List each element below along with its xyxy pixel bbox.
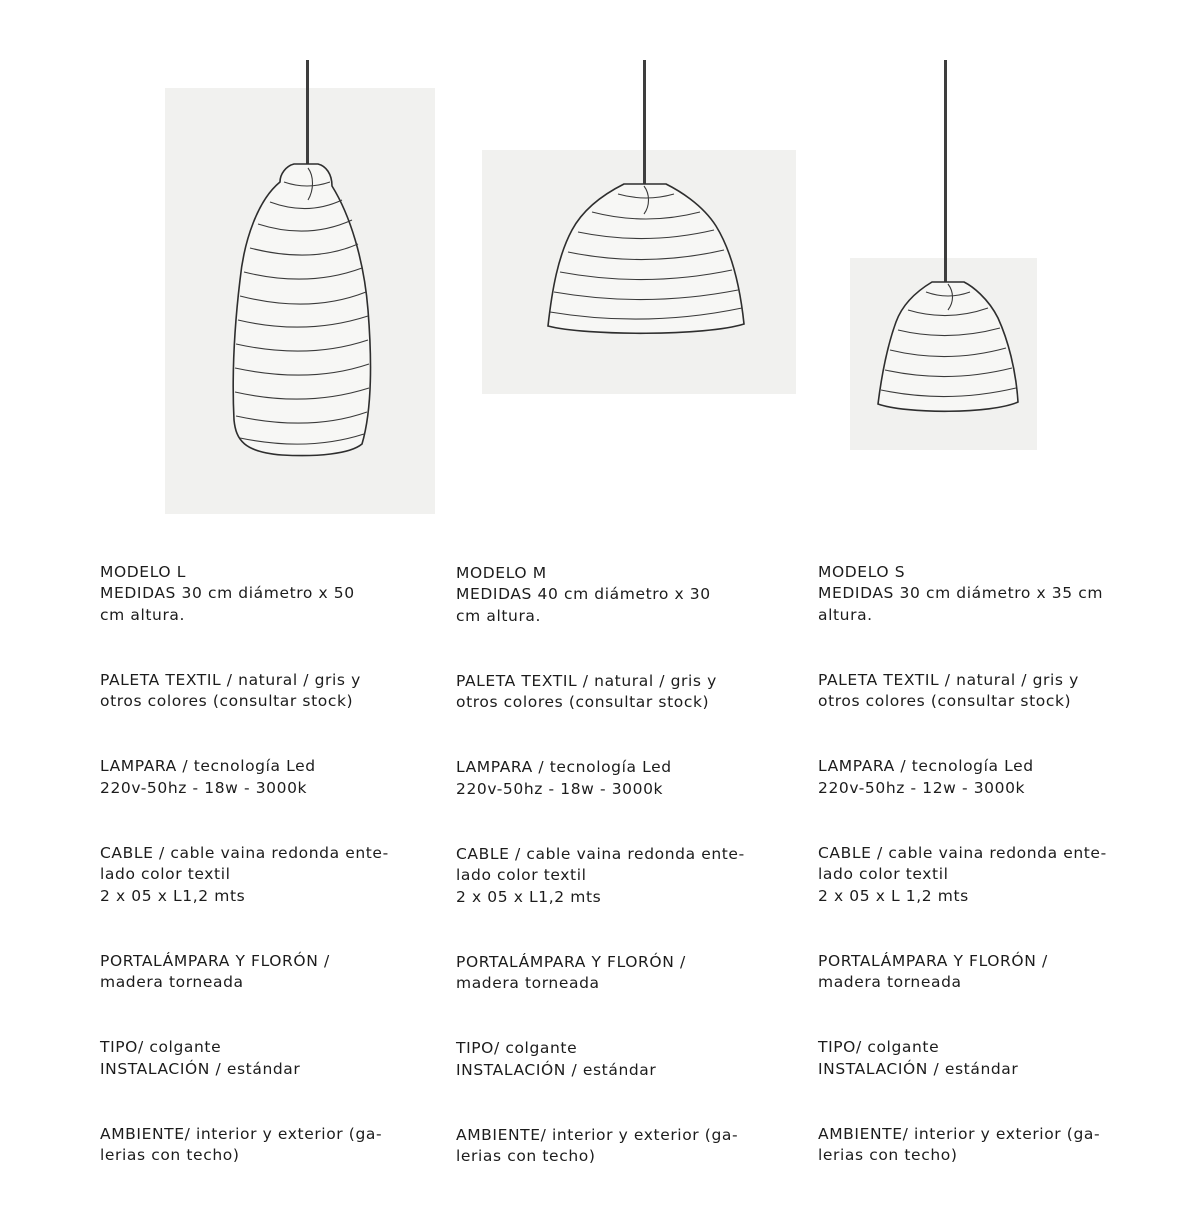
lampshade-m bbox=[546, 180, 746, 340]
model-l-name: MODELO L bbox=[100, 562, 186, 581]
lampshade-l bbox=[222, 160, 392, 460]
model-s-lamp: LAMPARA / tecnología Led 220v-50hz - 12w - 3000k bbox=[818, 757, 1034, 797]
model-s-environment: AMBIENTE/ interior y exterior (ga- lerias con techo) bbox=[818, 1124, 1101, 1164]
model-m-measures: MEDIDAS 40 cm diámetro x 30 cm altura. bbox=[456, 585, 711, 625]
model-m-environment: AMBIENTE/ interior y exterior (ga- lerias con techo) bbox=[456, 1125, 739, 1165]
cable-lamp-s bbox=[944, 60, 947, 286]
model-m-cable: CABLE / cable vaina redonda ente- lado color textil 2 x 05 x L1,2 mts bbox=[456, 844, 745, 906]
model-s-type: TIPO/ colgante INSTALACIÓN / estándar bbox=[818, 1038, 1019, 1078]
model-l-measures: MEDIDAS 30 cm diámetro x 50 cm altura. bbox=[100, 584, 355, 624]
model-s-cable: CABLE / cable vaina redonda ente- lado color textil 2 x 05 x L 1,2 mts bbox=[818, 843, 1107, 905]
model-m-type: TIPO/ colgante INSTALACIÓN / estándar bbox=[456, 1039, 657, 1079]
specs-model-s bbox=[818, 540, 1148, 1210]
model-m-socket: PORTALÁMPARA Y FLORÓN / madera torneada bbox=[456, 952, 686, 992]
model-l-lamp: LAMPARA / tecnología Led 220v-50hz - 18w - 3000k bbox=[100, 757, 316, 797]
model-l-palette: PALETA TEXTIL / natural / gris y otros colores (consultar stock) bbox=[100, 670, 361, 710]
model-l-type: TIPO/ colgante INSTALACIÓN / estándar bbox=[100, 1038, 301, 1078]
model-l-title-measures bbox=[100, 562, 430, 627]
specs-model-m bbox=[456, 541, 786, 1211]
model-s-measures: MEDIDAS 30 cm diámetro x 35 cm altura. bbox=[818, 584, 1104, 624]
model-m-name: MODELO M bbox=[456, 563, 547, 582]
model-l-environment: AMBIENTE/ interior y exterior (ga- lerias con techo) bbox=[100, 1124, 383, 1164]
cable-lamp-l bbox=[306, 60, 309, 164]
lampshade-s bbox=[876, 278, 1020, 414]
model-l-socket: PORTALÁMPARA Y FLORÓN / madera torneada bbox=[100, 951, 330, 991]
model-s-title-measures bbox=[818, 562, 1148, 627]
cable-lamp-m bbox=[643, 60, 646, 185]
model-l-cable: CABLE / cable vaina redonda ente- lado color textil 2 x 05 x L1,2 mts bbox=[100, 843, 389, 905]
model-s-name: MODELO S bbox=[818, 562, 906, 581]
model-m-palette: PALETA TEXTIL / natural / gris y otros colores (consultar stock) bbox=[456, 671, 717, 711]
model-m-lamp: LAMPARA / tecnología Led 220v-50hz - 18w - 3000k bbox=[456, 758, 672, 798]
model-m-title-measures bbox=[456, 563, 786, 628]
model-s-socket: PORTALÁMPARA Y FLORÓN / madera torneada bbox=[818, 951, 1048, 991]
model-s-palette: PALETA TEXTIL / natural / gris y otros colores (consultar stock) bbox=[818, 670, 1079, 710]
specs-model-l bbox=[100, 540, 430, 1210]
